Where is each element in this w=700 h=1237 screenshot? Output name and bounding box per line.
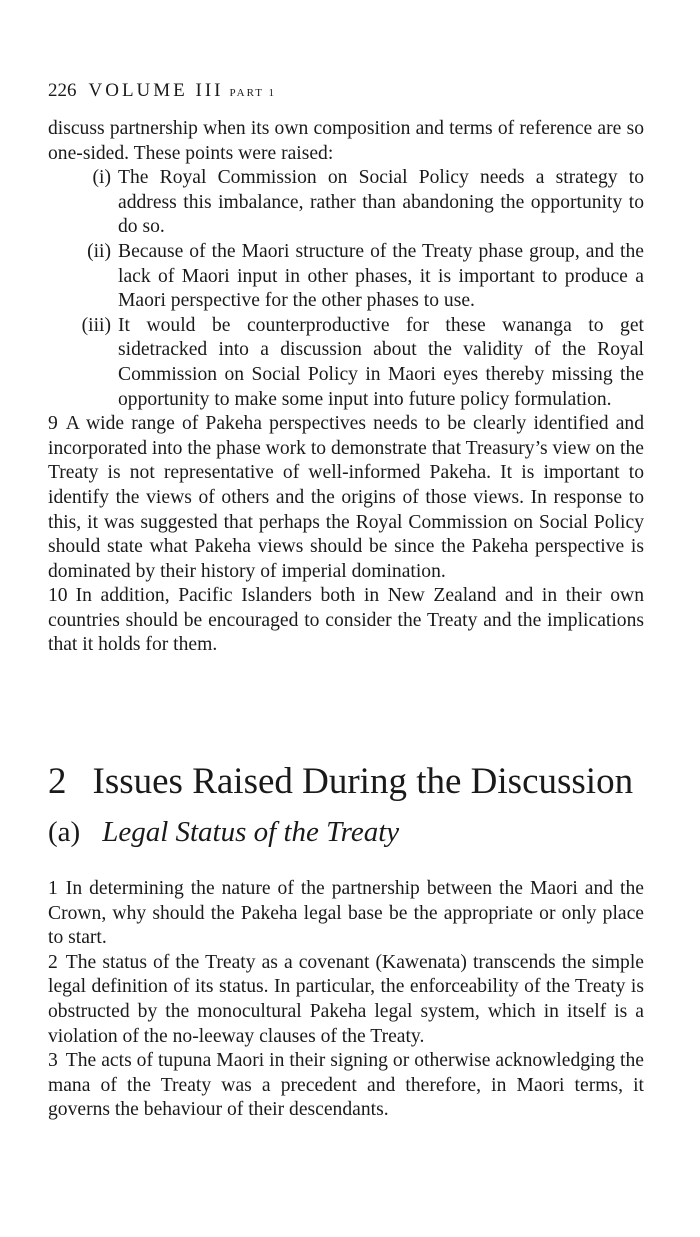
sub-point-number: (ii) xyxy=(87,240,111,262)
sub-point-text: It would be counterproductive for these wananga to get sidetracked into a discussion about the validity of the Royal Commission on Social Policy in Maori eyes thereby missing the opportunity to make some input into future policy formulation. xyxy=(118,314,644,410)
sub-point-number: (i) xyxy=(92,167,111,189)
body-text-top xyxy=(48,117,644,658)
paragraph-text: In determining the nature of the partnership between the Maori and the Crown, why should the Pakeha legal base be the appropriate or only place to start. xyxy=(48,878,644,949)
sub-point xyxy=(48,314,644,412)
page-number: 226 xyxy=(48,80,77,101)
sub-point-list xyxy=(48,166,644,412)
paragraph-text: In addition, Pacific Islanders both in New Zealand and in their own countries should be encouraged to consider the Treaty and the implications that it holds for them. xyxy=(48,585,644,656)
numbered-paragraph-9 xyxy=(48,412,644,584)
paragraph-text: The acts of tupuna Maori in their signing or otherwise acknowledging the mana of the Treaty was a precedent and therefore, in Maori terms, it governs the behaviour of their descendants. xyxy=(48,1050,644,1121)
numbered-paragraph-10 xyxy=(48,584,644,658)
sub-point xyxy=(48,166,644,240)
sub-point xyxy=(48,240,644,314)
subsection-title: Legal Status of the Treaty xyxy=(102,816,400,848)
paragraph-number: 2 xyxy=(48,951,58,973)
paragraph-number: 3 xyxy=(48,1050,58,1072)
sub-point-text: Because of the Maori structure of the Treaty phase group, and the lack of Maori input in other phases, it is important to produce a Maori perspective for the other phases to use. xyxy=(118,240,644,312)
subsection-heading xyxy=(48,812,399,852)
sub-point-text: The Royal Commission on Social Policy needs a strategy to address this imbalance, rather than abandoning the opportunity to do so. xyxy=(118,167,644,238)
part-label: PART 1 xyxy=(229,87,277,99)
sub-point-number: (iii) xyxy=(81,314,111,336)
numbered-paragraph-1 xyxy=(48,877,644,951)
volume-label: VOLUME III xyxy=(88,80,224,101)
paragraph-number: 9 xyxy=(48,413,58,435)
intro-paragraph: discuss partnership when its own composition and terms of reference are so one-sided. These points were raised: xyxy=(48,118,644,164)
paragraph-number: 1 xyxy=(48,878,58,899)
paragraph-text: A wide range of Pakeha perspectives needs to be clearly identified and incorporated into the phase work to demonstrate that Treasury’s view on the Treaty is not representative of well-informed Pakeha. It is important to identify the views of others and the origins of those views. In response to this, it was suggested that perhaps the Royal Commission on Social Policy should state what Pakeha views should be since the Pakeha perspective is dominated by their history of imperial domination. xyxy=(48,413,644,582)
section-number: 2 xyxy=(48,761,67,802)
section-title: Issues Raised During the Discussion xyxy=(92,761,634,802)
paragraph-text: The status of the Treaty as a covenant (Kawenata) transcends the simple legal definition of its status. In particular, the enforceability of the Treaty is obstructed by the monocultural Pakeha legal system, which in itself is a violation of the no-leeway clauses of the Treaty. xyxy=(48,951,644,1047)
subsection-label: (a) xyxy=(48,816,81,848)
section-heading xyxy=(48,760,633,804)
numbered-paragraph-2 xyxy=(48,951,644,1049)
body-text-lower xyxy=(48,877,644,1123)
paragraph-number: 10 xyxy=(48,585,68,607)
numbered-paragraph-3 xyxy=(48,1049,644,1123)
running-head xyxy=(48,80,276,102)
